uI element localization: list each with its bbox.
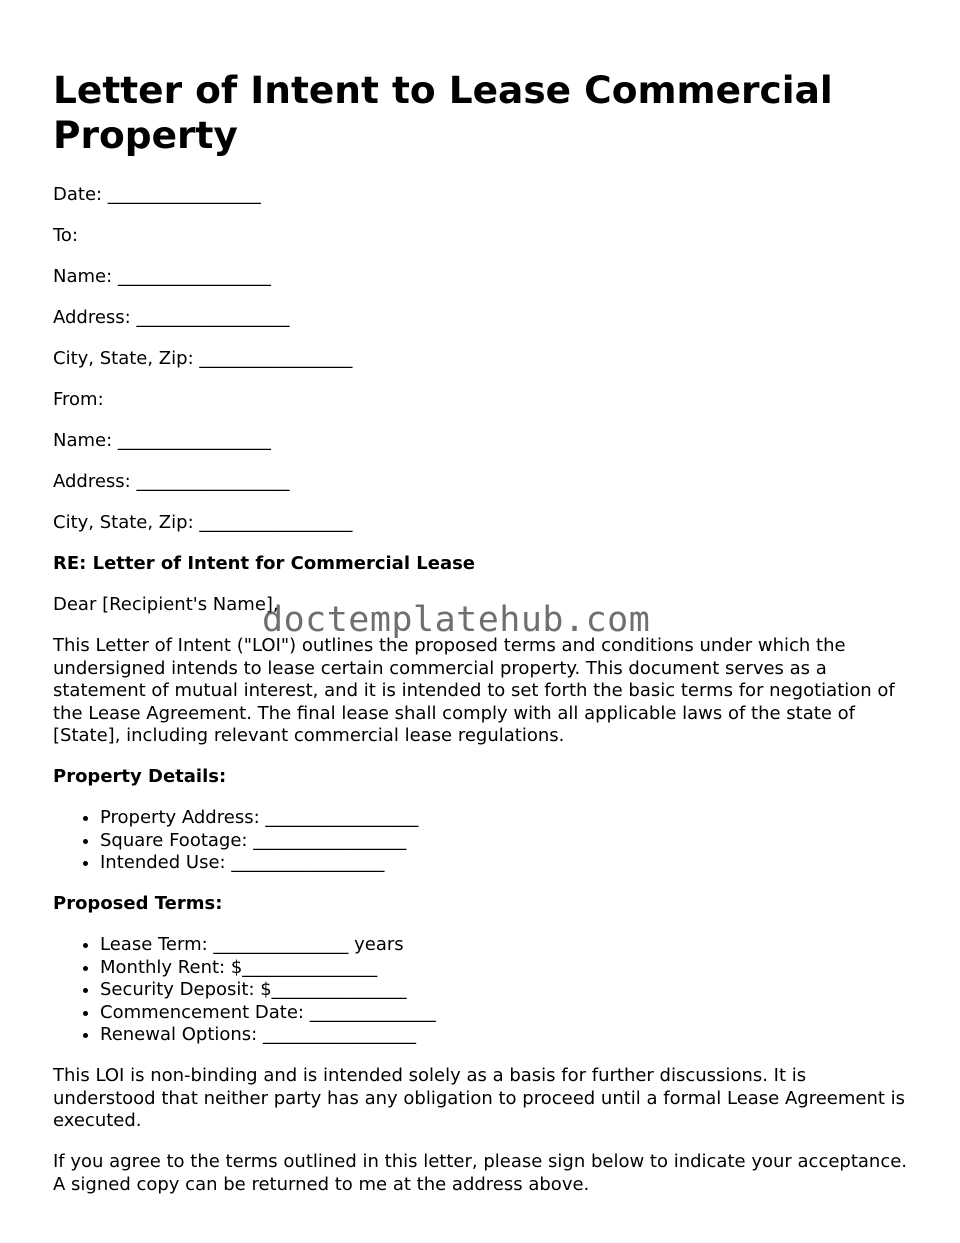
salutation: Dear [Recipient's Name], — [53, 594, 279, 615]
property-details-list — [53, 807, 913, 875]
to-name-field: Name: _________________ — [53, 266, 271, 287]
property-details-heading: Property Details: — [53, 766, 227, 787]
proposed-terms-list — [53, 934, 913, 1047]
document-page — [53, 68, 913, 1215]
list-item: • Security Deposit: $_______________ — [100, 979, 913, 1002]
list-item: • Square Footage: _________________ — [100, 830, 913, 853]
list-item: • Lease Term: _______________ years — [100, 934, 913, 957]
list-item: • Monthly Rent: $_______________ — [100, 957, 913, 980]
to-label: To: — [53, 225, 79, 246]
re-line: RE: Letter of Intent for Commercial Lease — [53, 553, 476, 574]
acceptance-paragraph: If you agree to the terms outlined in this letter, please sign below to indicate your acceptance. A signed copy can be returned to me at the address above. — [53, 1151, 908, 1195]
proposed-terms-heading: Proposed Terms: — [53, 893, 223, 914]
from-label: From: — [53, 389, 104, 410]
from-name-field: Name: _________________ — [53, 430, 271, 451]
from-address-field: Address: _________________ — [53, 471, 290, 492]
list-item: • Intended Use: _________________ — [100, 852, 913, 875]
intro-paragraph: This Letter of Intent ("LOI") outlines the proposed terms and conditions under which the undersigned intends to lease certain commercial property. This document serves as a statement of mutual interest, and it is intended to set forth the basic terms for negotiation of the Lease Agreement. The final lease shall comply with all applicable laws of the state of [State], including relevant commercial lease regulations. — [53, 635, 895, 746]
date-field: Date: _________________ — [53, 184, 261, 205]
list-item: • Renewal Options: _________________ — [100, 1024, 913, 1047]
to-city-state-zip-field: City, State, Zip: _________________ — [53, 348, 353, 369]
list-item: • Property Address: _________________ — [100, 807, 913, 830]
watermark: doctemplatehub.com — [262, 600, 651, 640]
from-city-state-zip-field: City, State, Zip: _________________ — [53, 512, 353, 533]
nonbinding-paragraph: This LOI is non-binding and is intended solely as a basis for further discussions. It is understood that neither party has any obligation to proceed until a formal Lease Agreement is executed. — [53, 1065, 906, 1131]
to-address-field: Address: _________________ — [53, 307, 290, 328]
list-item: • Commencement Date: ______________ — [100, 1002, 913, 1025]
document-title: Letter of Intent to Lease Commercial Property — [53, 68, 833, 157]
